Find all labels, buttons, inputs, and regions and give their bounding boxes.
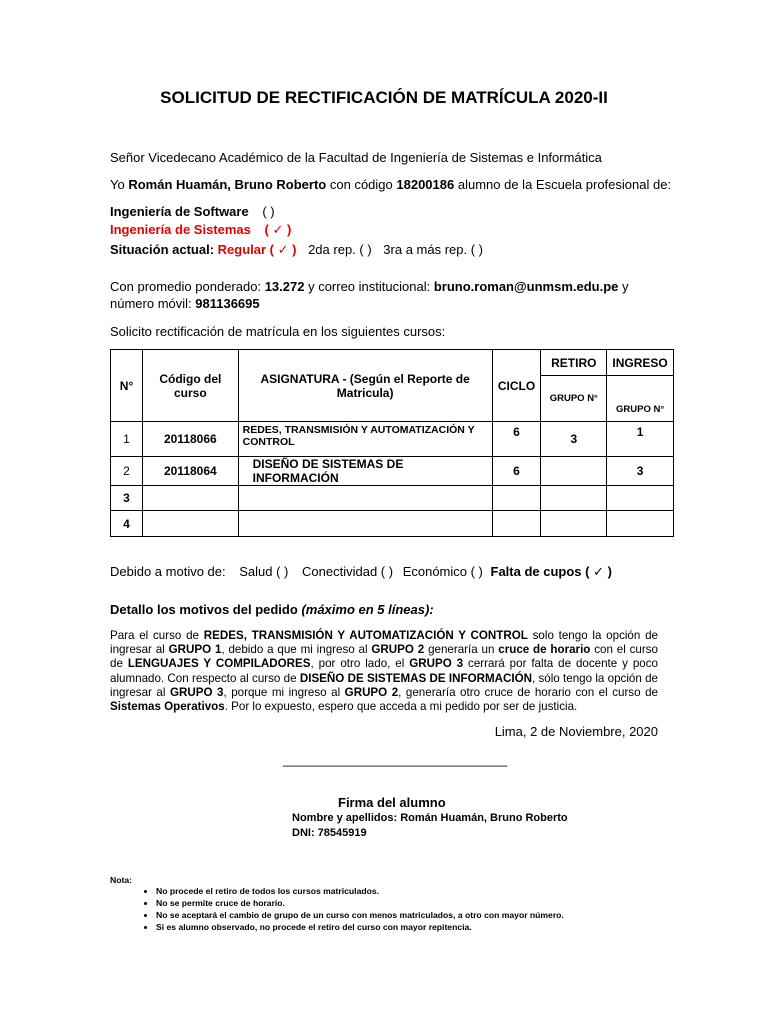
row-retiro <box>541 457 607 486</box>
row-ingreso: 3 <box>607 457 674 486</box>
paragraph-bold: cruce de horario <box>498 643 591 657</box>
paragraph-bold: GRUPO 2 <box>344 685 399 699</box>
paragraph-bold: GRUPO 3 <box>169 685 224 699</box>
nota-item: • No se permite cruce de horario. <box>156 898 654 908</box>
date-line: Lima, 2 de Noviembre, 2020 <box>494 724 658 739</box>
row-codigo: 20118066 <box>143 422 239 457</box>
motivo-salud: Salud ( ) <box>239 564 289 579</box>
paragraph-text: , por otro lado, el <box>310 657 405 671</box>
row-asignatura: DISEÑO DE SISTEMAS DE INFORMACIÓN <box>238 457 492 486</box>
signature-dni: DNI: 78545919 <box>292 827 367 839</box>
motivo-falta-cupos: Falta de cupos ( ✓ ) <box>490 564 612 579</box>
paragraph-bold: Sistemas Operativos <box>110 700 225 714</box>
motivo-economico: Económico ( ) <box>402 564 483 579</box>
row-ingreso: 1 <box>607 422 674 457</box>
row-codigo: 20118064 <box>143 457 239 486</box>
nota-label: Nota: <box>110 875 132 885</box>
header-n: N° <box>111 350 143 422</box>
header-codigo: Código del curso <box>143 350 239 422</box>
intro-rest: alumno de la Escuela profesional de: <box>457 177 672 192</box>
motivo-line <box>110 564 612 580</box>
paragraph-text: , generaría otro cruce de horario con el curso de <box>398 685 658 699</box>
promedio-y: y <box>622 279 629 294</box>
row-codigo <box>143 486 239 511</box>
intro-yo: Yo <box>110 177 125 192</box>
table-row <box>111 457 674 486</box>
nota-item: • Si es alumno observado, no procede el retiro del curso con mayor repitencia. <box>156 922 654 932</box>
row-asignatura <box>238 486 492 511</box>
row-ingreso <box>607 511 674 537</box>
row-n: 2 <box>111 457 143 486</box>
situacion-line <box>110 242 483 258</box>
intro-con-codigo: con código <box>329 177 393 192</box>
solicito-line: Solicito rectificación de matrícula en los siguientes cursos: <box>110 324 446 339</box>
paragraph-text: , debido a que mi ingreso al <box>221 643 368 657</box>
movil-line <box>110 296 260 311</box>
signature-label: Firma del alumno <box>338 795 446 810</box>
paragraph-bold: REDES, TRANSMISIÓN Y AUTOMATIZACIÓN Y CONTROL <box>203 629 528 642</box>
paragraph-text: , porque mi ingreso al <box>223 685 341 699</box>
signature-name: Nombre y apellidos: Román Huamán, Bruno Roberto <box>292 812 568 824</box>
row-ingreso <box>607 486 674 511</box>
detalle-label: Detallo los motivos del pedido <box>110 602 298 617</box>
row-ciclo: 6 <box>492 457 541 486</box>
paragraph-bold: GRUPO 2 <box>371 643 425 657</box>
header-ingreso: INGRESO <box>607 350 674 376</box>
row-retiro <box>541 511 607 537</box>
email-value: bruno.roman@unmsm.edu.pe <box>433 279 619 294</box>
paragraph-text: cerrará por falta de docente y poco alumnado. Con respecto al curso de <box>110 657 658 685</box>
paragraph-bold: DISEÑO DE SISTEMAS DE INFORMACIÓN <box>299 671 532 685</box>
situacion-label: Situación actual: <box>110 242 215 257</box>
school-sistemas <box>110 222 291 238</box>
table-row <box>111 486 674 511</box>
school-software-label: Ingeniería de Software <box>110 204 249 219</box>
movil-label: número móvil: <box>110 296 192 311</box>
situacion-regular: Regular ( ✓ ) <box>217 242 297 257</box>
paragraph-text: . Por lo expuesto, espero que acceda a mi pedido por ser de justicia. <box>224 700 578 714</box>
row-ciclo <box>492 486 541 511</box>
table-row <box>111 511 674 537</box>
detalle-heading <box>110 602 434 617</box>
table-row <box>111 422 674 457</box>
signature-line: _______________________________ <box>283 752 508 767</box>
salutation: Señor Vicedecano Académico de la Facultad de Ingeniería de Sistemas e Informática <box>110 150 602 165</box>
header-retiro: RETIRO <box>541 350 607 376</box>
row-ciclo <box>492 511 541 537</box>
email-label: y correo institucional: <box>308 279 431 294</box>
header-asignatura: ASIGNATURA - (Según el Reporte de Matricula) <box>238 350 492 422</box>
motivo-label: Debido a motivo de: <box>110 564 226 579</box>
row-retiro: 3 <box>541 422 607 457</box>
paragraph-bold: GRUPO 3 <box>409 657 464 671</box>
row-n: 3 <box>111 486 143 511</box>
motivo-conectividad: Conectividad ( ) <box>302 564 394 579</box>
nota-items <box>134 886 654 932</box>
row-asignatura: REDES, TRANSMISIÓN Y AUTOMATIZACIÓN Y CONTROL <box>238 422 492 457</box>
courses-table <box>110 349 674 537</box>
situacion-third: 3ra a más rep. ( ) <box>383 242 483 257</box>
table-header-row <box>111 350 674 376</box>
header-ciclo: CICLO <box>492 350 541 422</box>
row-codigo <box>143 511 239 537</box>
paragraph-text: Para el curso de <box>110 629 199 642</box>
row-n: 1 <box>111 422 143 457</box>
intro-line <box>110 177 671 192</box>
paragraph-bold: GRUPO 1 <box>168 643 222 657</box>
motivo-paragraph <box>110 629 658 714</box>
school-software <box>110 204 275 219</box>
paragraph-bold: LENGUAJES Y COMPILADORES <box>127 657 311 671</box>
paragraph-text: solo tengo la opción de ingresar al <box>110 629 658 657</box>
header-grupo-retiro: GRUPO N° <box>541 376 607 422</box>
paragraph-text: con el curso de <box>110 643 658 671</box>
student-name: Román Huamán, Bruno Roberto <box>128 177 327 192</box>
school-sistemas-mark: ( ✓ ) <box>264 222 292 237</box>
student-code: 18200186 <box>396 177 455 192</box>
movil-value: 981136695 <box>195 296 260 311</box>
situacion-second: 2da rep. ( ) <box>308 242 372 257</box>
promedio-line <box>110 279 629 294</box>
nota-item: • No se aceptará el cambio de grupo de un curso con menos matriculados, a otro con mayor número. <box>156 910 654 920</box>
row-retiro <box>541 486 607 511</box>
school-software-mark: ( ) <box>262 204 275 219</box>
detalle-note: (máximo en 5 líneas): <box>301 602 434 617</box>
promedio-value: 13.272 <box>264 279 305 294</box>
row-asignatura <box>238 511 492 537</box>
document-title: SOLICITUD DE RECTIFICACIÓN DE MATRÍCULA 2020-II <box>160 88 608 107</box>
row-n: 4 <box>111 511 143 537</box>
row-ciclo: 6 <box>492 422 541 457</box>
paragraph-text: generaría un <box>428 643 495 657</box>
nota-list <box>134 886 654 934</box>
school-sistemas-label: Ingeniería de Sistemas <box>110 222 251 237</box>
nota-item: • No procede el retiro de todos los cursos matriculados. <box>156 886 654 896</box>
promedio-label: Con promedio ponderado: <box>110 279 262 294</box>
header-grupo-ingreso: GRUPO N° <box>607 376 674 422</box>
paragraph-text: , sólo tengo la opción de ingresar al <box>110 671 658 699</box>
